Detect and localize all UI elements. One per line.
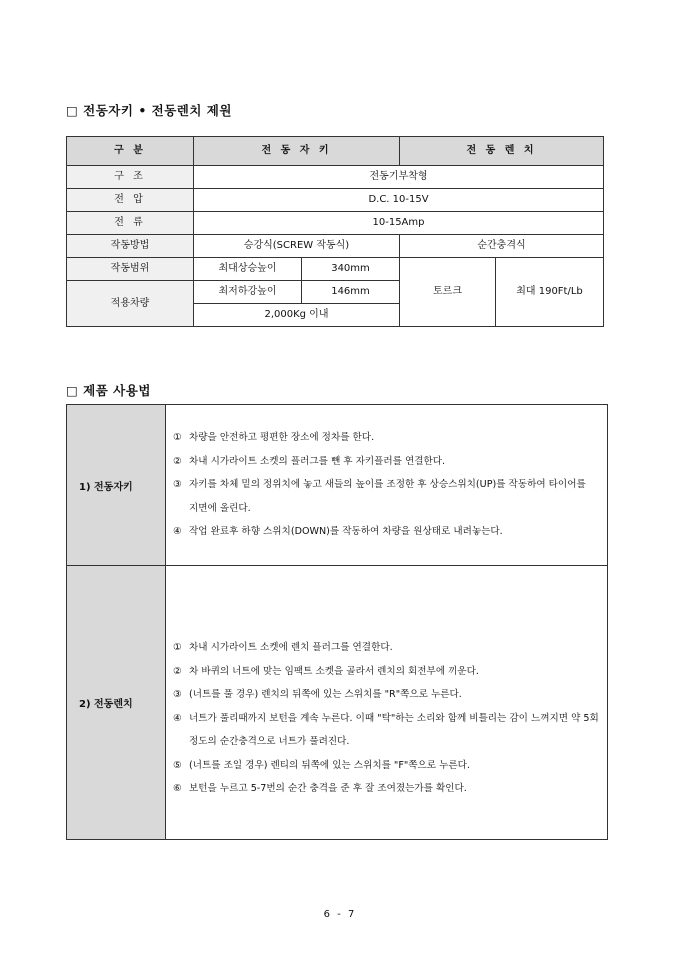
wrench-step — [173, 754, 599, 778]
spec-max-height-value: 340mm — [302, 258, 400, 281]
step-number: ④ — [173, 712, 182, 724]
jack-step — [173, 473, 599, 520]
jack-step — [173, 450, 599, 474]
spec-torque-value: 최대 190Ft/Lb — [496, 258, 604, 327]
spec-label-vehicle: 적용차량 — [67, 281, 194, 327]
spec-row-current — [67, 212, 604, 235]
spec-row-voltage — [67, 189, 604, 212]
usage-label-wrench: 2) 전동렌치 — [67, 566, 166, 840]
usage-label-jack: 1) 전동자키 — [67, 405, 166, 566]
usage-section-heading: □ 제품 사용법 — [66, 383, 151, 398]
spec-header-category: 구 분 — [67, 137, 194, 166]
wrench-step — [173, 683, 599, 707]
step-text: 너트가 풀리때까지 보턴을 계속 누른다. 이때 "탁"하는 소리와 함께 비틀리는 감이 느껴지면 약 5회 정도의 순간충격으로 너트가 풀려진다. — [189, 712, 599, 748]
spec-row-method — [67, 235, 604, 258]
spec-value-vehicle: 2,000Kg 이내 — [194, 304, 400, 327]
step-text: 자키를 차체 밑의 정위치에 놓고 새들의 높이를 조정한 후 상승스위치(UP)를 작동하여 타이어를 지면에 올린다. — [189, 479, 586, 514]
wrench-step-list — [173, 604, 599, 801]
spec-header-wrench: 전 동 렌 치 — [400, 137, 604, 166]
spec-row-structure — [67, 166, 604, 189]
step-number: ⑥ — [173, 783, 182, 795]
spec-header-jack: 전 동 자 키 — [194, 137, 400, 166]
step-text: 차 바퀴의 너트에 맞는 임팩트 소켓을 골라서 렌치의 회전부에 끼운다. — [189, 665, 479, 677]
wrench-step — [173, 660, 599, 684]
jack-step — [173, 426, 599, 450]
wrench-step — [173, 707, 599, 754]
step-text: 보턴을 누르고 5-7번의 순간 충격을 준 후 잘 조여졌는가를 확인다. — [189, 783, 467, 795]
usage-row-wrench — [67, 566, 608, 840]
step-number: ④ — [173, 526, 182, 538]
step-text: 차내 시가라이트 소켓의 플러그를 뺀 후 자키플러를 연결한다. — [189, 455, 446, 467]
spec-label-voltage: 전 압 — [67, 189, 194, 212]
jack-step — [173, 520, 599, 544]
usage-row-jack — [67, 405, 608, 566]
wrench-step — [173, 636, 599, 660]
page-number: 6 - 7 — [323, 909, 357, 920]
usage-table — [66, 404, 608, 840]
step-number: ⑤ — [173, 759, 182, 771]
spec-label-current: 전 류 — [67, 212, 194, 235]
spec-label-method: 작동방법 — [67, 235, 194, 258]
spec-value-method-wrench: 순간충격식 — [400, 235, 604, 258]
step-number: ② — [173, 455, 182, 467]
wrench-step — [173, 777, 599, 801]
spec-value-current: 10-15Amp — [194, 212, 604, 235]
step-text: 차내 시가라이트 소켓에 렌치 플러그를 연결한다. — [189, 642, 393, 654]
spec-table — [66, 136, 604, 327]
step-text: (너트를 조일 경우) 렌티의 뒤쪽에 있는 스위치를 "F"쪽으로 누른다. — [189, 759, 470, 771]
step-number: ③ — [173, 689, 182, 701]
usage-content-jack — [166, 405, 608, 566]
step-text: 차량을 안전하고 평편한 장소에 정차를 한다. — [189, 432, 375, 444]
spec-torque-label: 토르크 — [400, 258, 496, 327]
spec-section-heading: □ 전동자키 • 전동렌치 제원 — [66, 103, 232, 118]
step-text: (너트를 풀 경우) 렌치의 뒤쪽에 있는 스위치를 "R"쪽으로 누른다. — [189, 689, 462, 701]
step-number: ① — [173, 642, 182, 654]
spec-label-structure: 구 조 — [67, 166, 194, 189]
step-number: ① — [173, 432, 182, 444]
usage-content-wrench — [166, 566, 608, 840]
spec-value-method-jack: 승강식(SCREW 작동식) — [194, 235, 400, 258]
spec-min-height-label: 최저하강높이 — [194, 281, 302, 304]
spec-value-structure: 전동기부착형 — [194, 166, 604, 189]
step-number: ② — [173, 665, 182, 677]
spec-header-row — [67, 137, 604, 166]
spec-max-height-label: 최대상승높이 — [194, 258, 302, 281]
step-text: 작업 완료후 하향 스위치(DOWN)를 작동하여 차량을 원상태로 내려놓는다. — [189, 526, 503, 538]
spec-value-voltage: D.C. 10-15V — [194, 189, 604, 212]
spec-label-range: 작동범위 — [67, 258, 194, 281]
spec-min-height-value: 146mm — [302, 281, 400, 304]
step-number: ③ — [173, 479, 182, 491]
spec-row-range — [67, 258, 604, 281]
